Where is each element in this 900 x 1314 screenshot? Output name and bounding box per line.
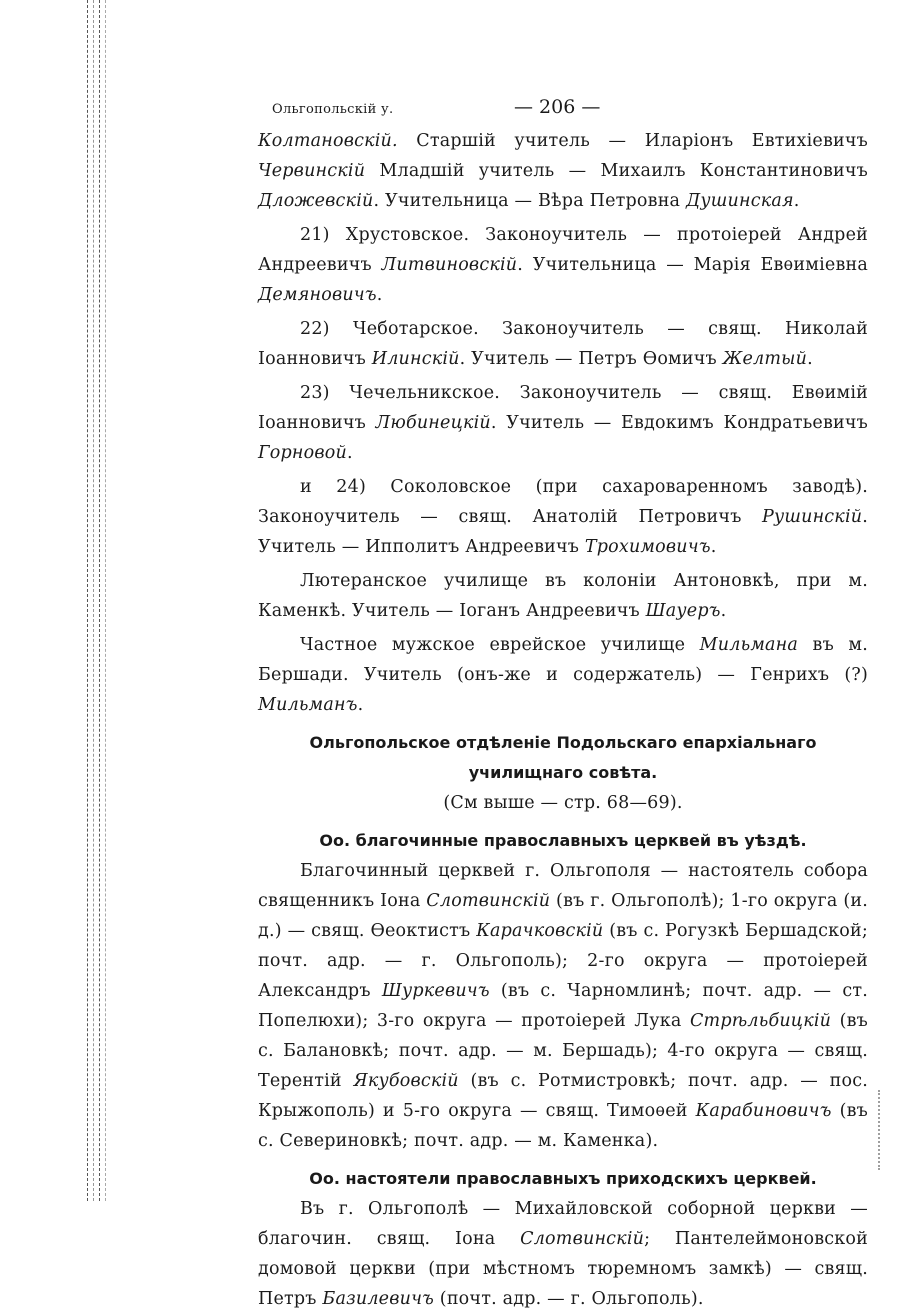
section-heading-deans: Оо. благочинные православныхъ церквей въ уѣздѣ. <box>319 831 807 850</box>
binding-edge-marks <box>85 0 111 1201</box>
right-edge-marks <box>878 1090 894 1170</box>
paragraph-item-24: и 24) Соколовское (при сахароваренномъ заводѣ). Законоучитель — свящ. Анатолій Петровичъ Рушинскій. Учитель — Ипполитъ Андреевичъ Трохимовичъ. <box>258 477 868 557</box>
paragraph-item-22: 22) Чеботарское. Законоучитель — свящ. Николай Іоанновичъ Илинскій. Учитель — Петръ Ѳомичъ Желтый. <box>258 319 868 369</box>
paragraph-private-school: Частное мужское еврейское училище Мильмана въ м. Бершади. Учитель (онъ-же и содержатель) — Генрихъ (?) Мильманъ. <box>258 635 868 715</box>
paragraph-item-23: 23) Чечельникское. Законоучитель — свящ. Евѳимій Іоанновичъ Любинецкій. Учитель — Евдокимъ Кондратьевичъ Горновой. <box>258 383 868 463</box>
cross-reference: (См выше — стр. 68—69). <box>443 793 683 813</box>
section-heading-school-council: Ольгопольское отдѣленіе Подольскаго епархіальнаго училищнаго совѣта. <box>309 733 817 782</box>
section-heading-rectors: Оо. настоятели православныхъ приходскихъ церквей. <box>309 1169 817 1188</box>
paragraph-koltanovskoe: Колтановскій. Старшій учитель — Иларіонъ Евтихіевичъ Червинскій Младшій учитель — Михаилъ Константиновичъ Дложевскій. Учительница — Вѣра Петровна Душинская. <box>258 131 868 211</box>
running-head-county: Ольгопольскій у. <box>272 102 394 117</box>
paragraph-item-21: 21) Хрустовское. Законоучитель — протоіерей Андрей Андреевичъ Литвиновскій. Учительница — Марія Евѳиміевна Демяновичъ. <box>258 225 869 305</box>
page-header <box>258 96 868 126</box>
paragraph-rectors: Въ г. Ольгополѣ — Михайловской соборной церкви — благочин. свящ. Іона Слотвинскій; Пантелеймоновской домовой церкви (при мѣстномъ тюремномъ замкѣ) — свящ. Петръ Базилевичъ (почт. адр. — г. Ольгополь). <box>258 1199 868 1309</box>
paragraph-deans: Благочинный церквей г. Ольгополя — настоятель собора священникъ Іона Слотвинскій (въ г. Ольгополѣ); 1-го округа (и. д.) — свящ. Ѳеоктистъ Карачковскій (въ с. Рогузкѣ Бершадской; почт. адр. — г. Ольгополь); 2-го округа — протоіерей Александръ Шуркевичъ (въ с. Чарномлинѣ; почт. адр. — ст. Попелюхи); 3-го округа — протоіерей Лука Стрѣльбицкій (въ с. Балановкѣ; почт. адр. — м. Бершадь); 4-го округа — свящ. Терентій Якубовскій (въ с. Ротмистровкѣ; почт. адр. — пос. Крыжополь) и 5-го округа — свящ. Тимоѳей Карабиновичъ (въ с. Севериновкѣ; почт. адр. — м. Каменка). <box>258 861 869 1151</box>
paragraph-lutheran-school: Лютеранское училище въ колоніи Антоновкѣ, при м. Каменкѣ. Учитель — Іоганъ Андреевичъ Шауеръ. <box>258 571 868 621</box>
document-page <box>258 96 868 1314</box>
page-number: — 206 — <box>514 96 601 118</box>
